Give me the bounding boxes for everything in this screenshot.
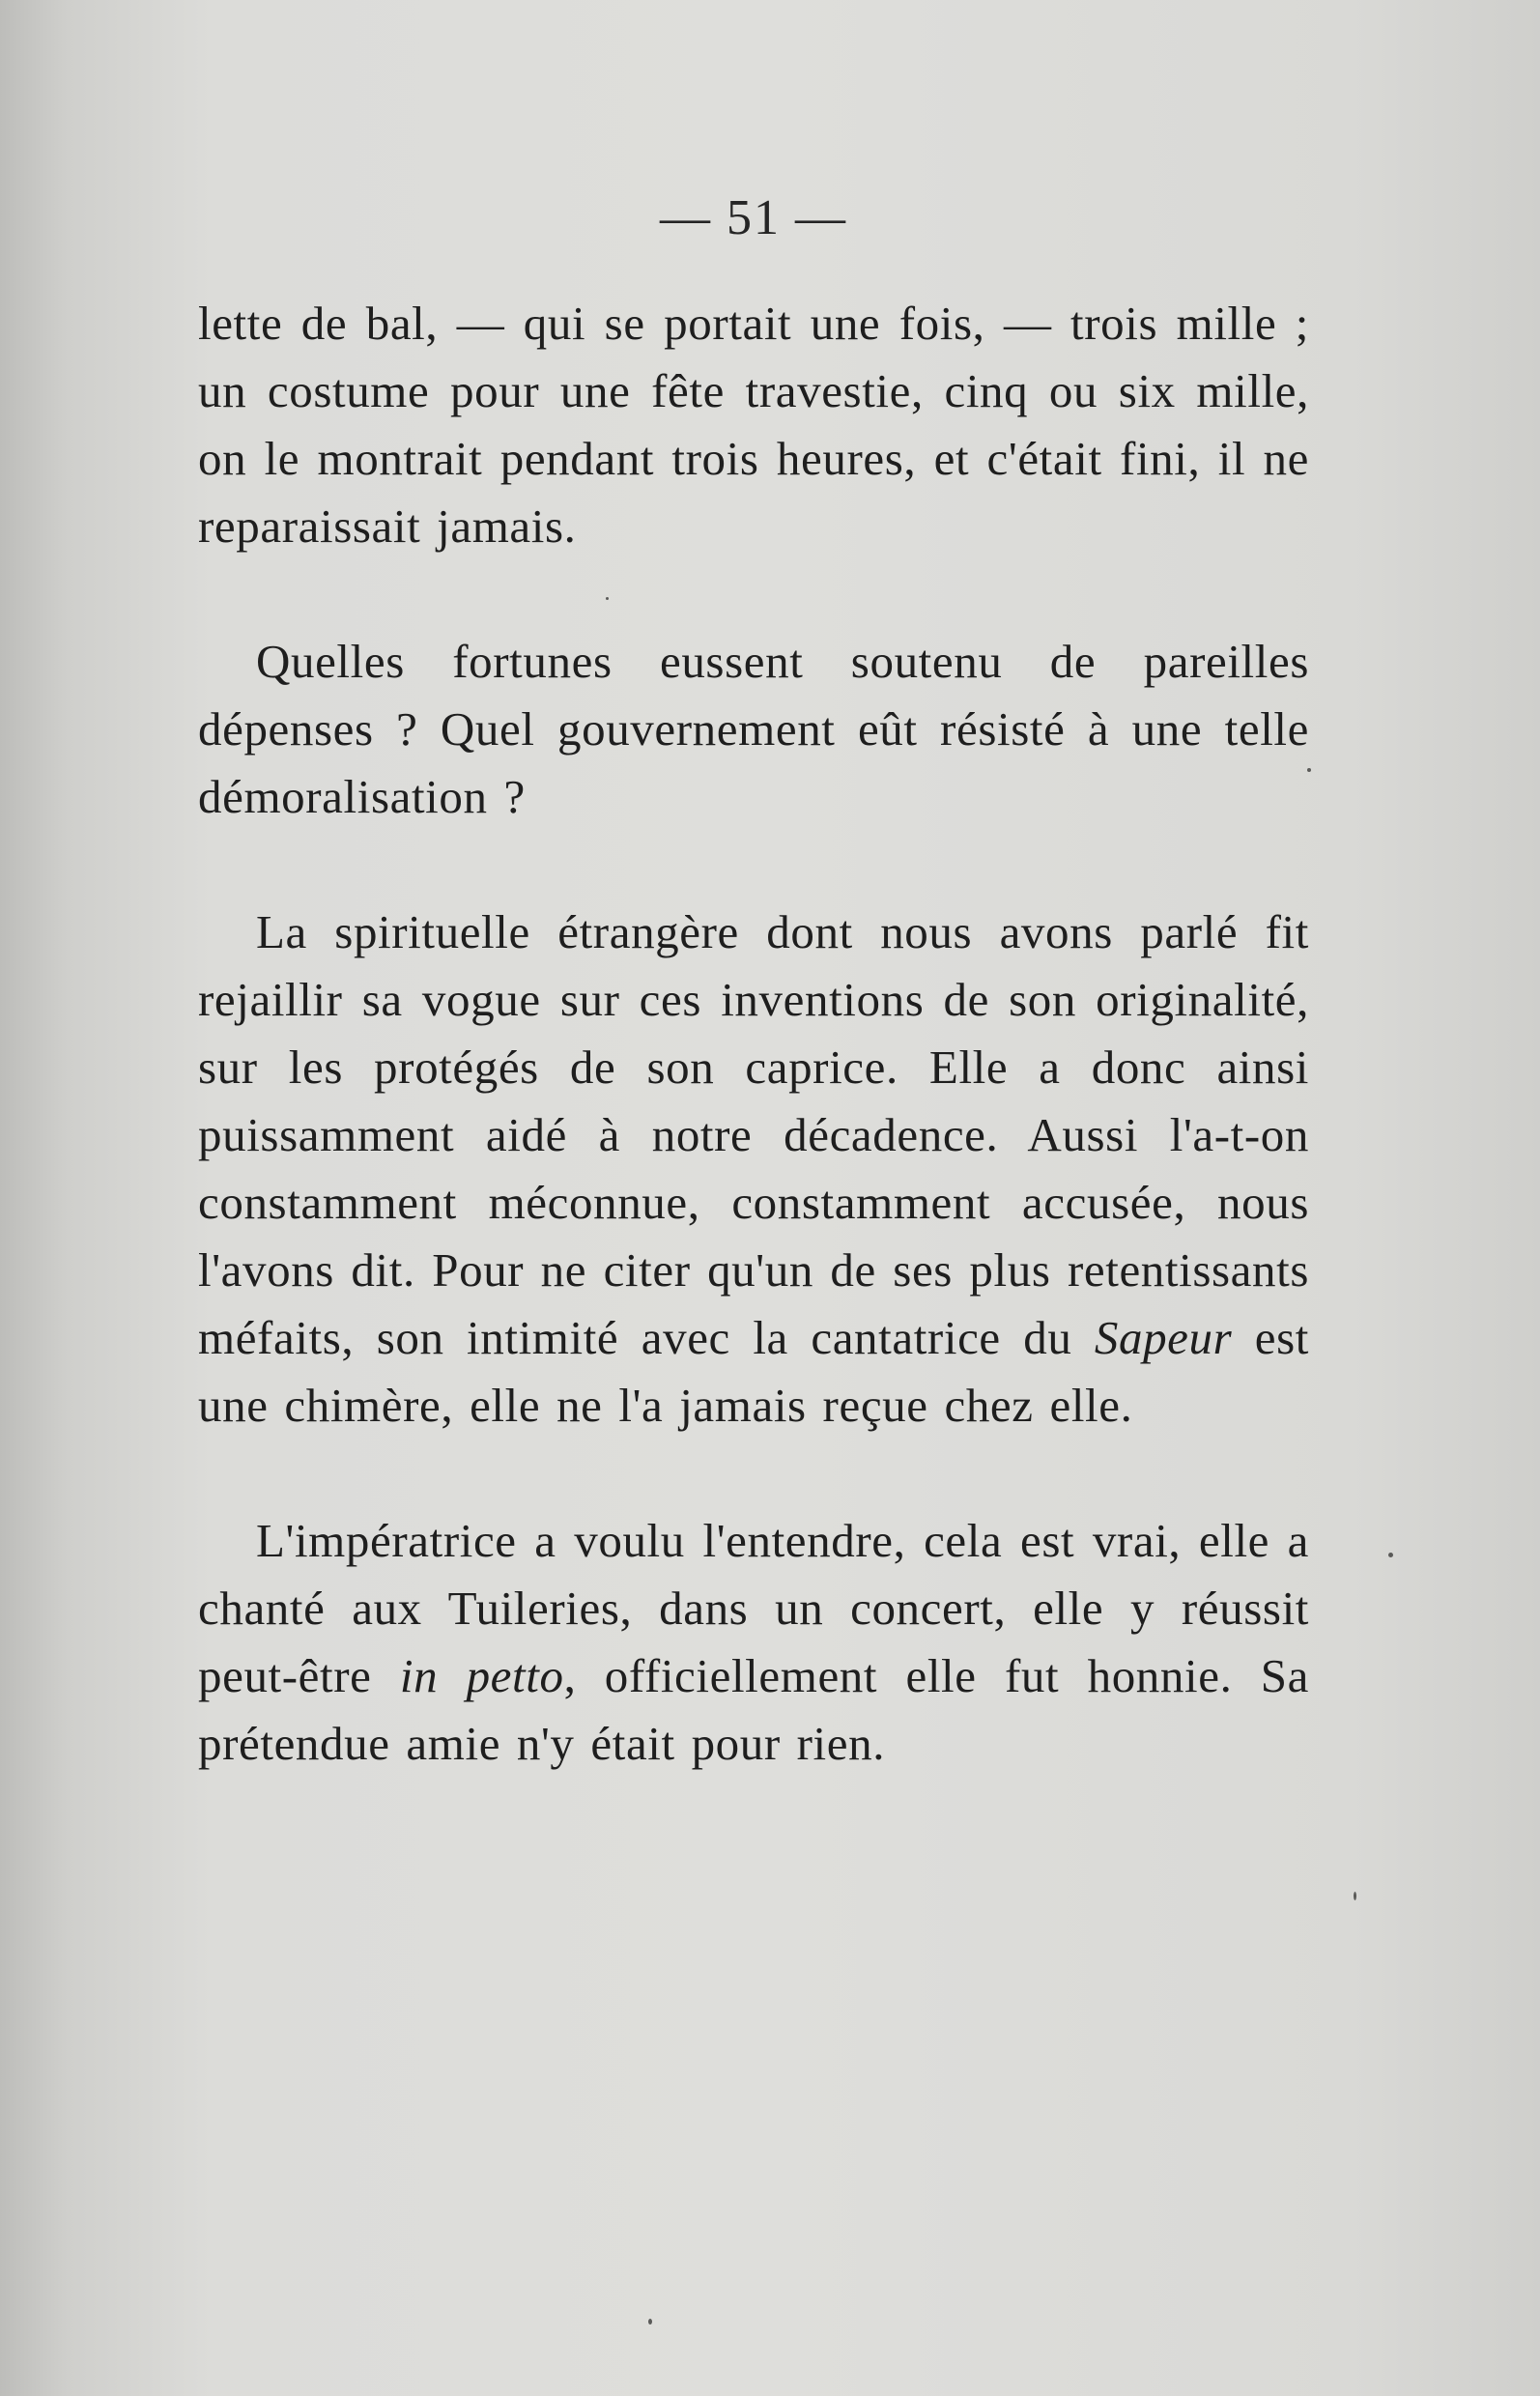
paper-speck: [1388, 1553, 1393, 1557]
paragraph-4-text-a: L'impératrice a voulu l'entendre, cela est vrai, elle a chanté aux Tuileries, dans un concert, elle y réussit peut-être: [198, 1514, 1309, 1702]
paragraph-4: [198, 1507, 1309, 1778]
page-number: — 51 —: [660, 190, 847, 245]
paper-speck: [1307, 768, 1311, 772]
paper-speck: [606, 597, 609, 600]
paragraph-1-text: lette de bal, — qui se portait une fois, — trois mille ; un costume pour une fête travestie, cinq ou six mille, on le montrait pendant trois heures, et c'était fini, il ne reparaissait jamais.: [198, 297, 1309, 553]
paragraph-2: [198, 628, 1309, 831]
paper-speck: [1354, 1892, 1356, 1900]
italic-phrase-in-petto: in petto: [399, 1649, 564, 1702]
body-text: [198, 290, 1309, 1778]
paragraph-1: [198, 290, 1309, 560]
paragraph-4-text-b: , officiellement elle fut honnie. Sa prétendue amie n'y était pour rien.: [198, 1649, 1310, 1770]
italic-title-sapeur: Sapeur: [1094, 1311, 1233, 1364]
paragraph-3-text-b: est une chimère, elle ne l'a jamais reçue chez elle.: [198, 1311, 1309, 1432]
paragraph-2-text: Quelles fortunes eussent soutenu de pareilles dépenses ? Quel gouvernement eût résisté à une telle démoralisation ?: [198, 635, 1309, 823]
paragraph-3: [198, 898, 1309, 1440]
paper-speck: [648, 2319, 652, 2325]
paragraph-3-text-a: La spirituelle étrangère dont nous avons parlé fit rejaillir sa vogue sur ces inventions de son originalité, sur les protégés de son caprice. Elle a donc ainsi puissamment aidé à notre décadence. Aussi l'a-t-on constamment méconnue, constamment accusée, nous l'avons dit. Pour ne citer qu'un de ses plus retentissants méfaits, son intimité avec la cantatrice du: [198, 905, 1309, 1364]
